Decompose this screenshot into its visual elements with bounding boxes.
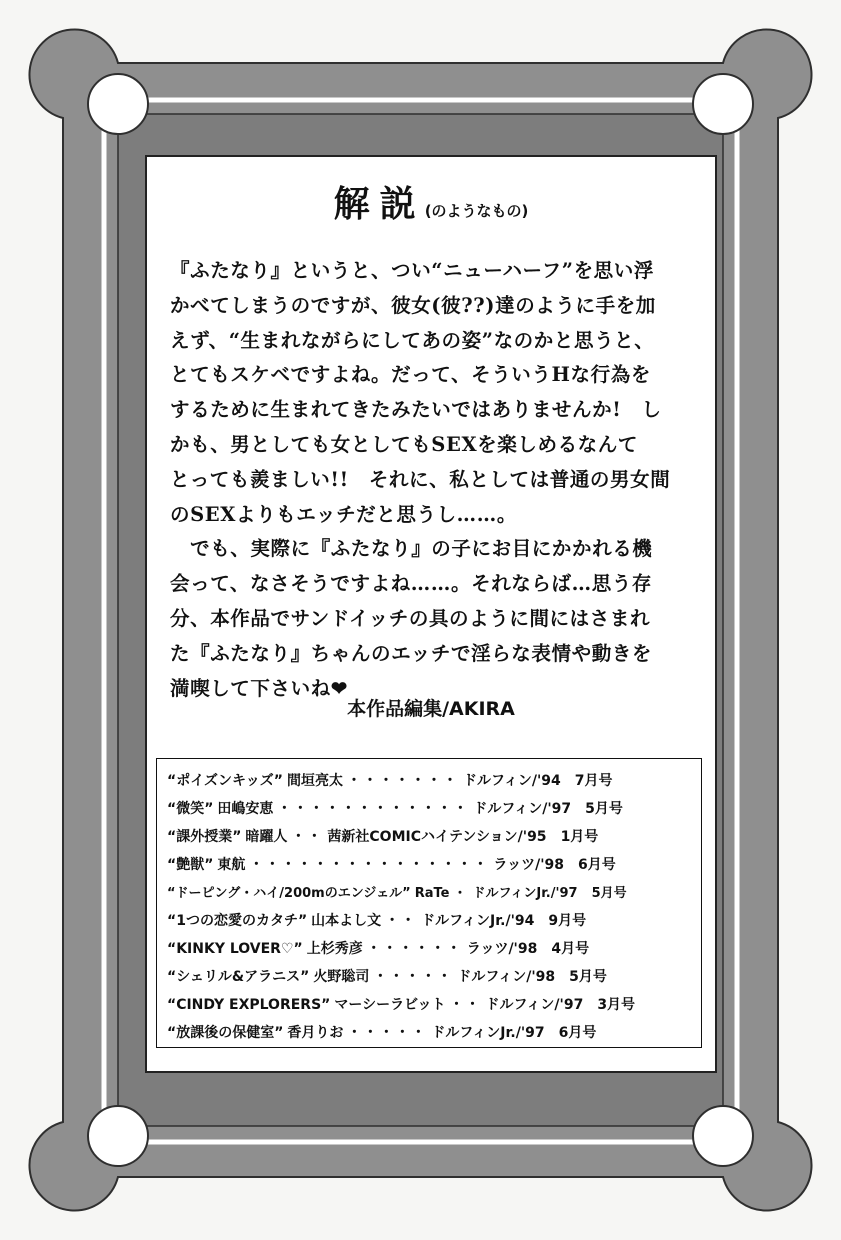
body-line: のSEXよりもエッチだと思うし……。 bbox=[170, 502, 517, 526]
body-line: 分、本作品でサンドイッチの具のように間にはさまれ bbox=[170, 606, 651, 630]
credit-issue: 6月号 bbox=[578, 857, 616, 873]
body-line: でも、実際に『ふたなり』の子にお目にかかれる機 bbox=[170, 537, 653, 561]
credit-issue: 7月号 bbox=[574, 773, 613, 789]
credit-title: “1つの恋愛のカタチ” bbox=[167, 913, 308, 929]
credit-author: 暗躍人 bbox=[245, 829, 288, 845]
credit-title: “シェリル&アラニス” bbox=[167, 969, 310, 985]
credit-author: 上杉秀彦 bbox=[306, 941, 363, 957]
credit-author: 田嶋安恵 bbox=[217, 801, 274, 817]
credit-row bbox=[167, 881, 627, 906]
credit-dots: ・・ bbox=[385, 913, 418, 929]
heart-icon: ❤ bbox=[330, 676, 348, 700]
content-panel bbox=[148, 158, 714, 1070]
heading-sub: (のようなもの) bbox=[424, 202, 529, 220]
credit-magazine: ドルフィン/'97 bbox=[485, 997, 584, 1013]
credit-title: “放課後の保健室” bbox=[167, 1025, 284, 1041]
credit-row bbox=[167, 769, 613, 794]
credit-magazine: ドルフィンJr./'94 bbox=[421, 913, 535, 929]
credit-issue: 9月号 bbox=[548, 913, 587, 929]
credit-title: “ドーピング・ハイ/200mのエンジェル” bbox=[167, 886, 411, 901]
body-line: とっても羨ましい!! それに、私としては普通の男女間 bbox=[170, 467, 671, 491]
corner-circle-tl bbox=[88, 74, 148, 134]
credit-dots: ・・ bbox=[291, 829, 324, 845]
credit-title: “微笑” bbox=[167, 801, 214, 817]
credit-author: 火野聡司 bbox=[313, 969, 370, 985]
credit-author: RaTe bbox=[414, 886, 450, 901]
credit-dots: ・・ bbox=[449, 997, 482, 1013]
credit-title: “CINDY EXPLORERS” bbox=[167, 997, 331, 1013]
credit-magazine: ドルフィン/'94 bbox=[462, 773, 561, 789]
commentary-text bbox=[170, 254, 706, 706]
credit-dots: ・ bbox=[453, 886, 469, 901]
credit-title: “KINKY LOVER♡” bbox=[167, 941, 303, 957]
credit-row bbox=[167, 965, 607, 990]
credits-box bbox=[156, 758, 702, 1048]
body-line: た『ふたなり』ちゃんのエッチで淫らな表情や動きを bbox=[170, 641, 653, 665]
body-line: かも、男としても女としてもSEXを楽しめるなんて bbox=[170, 432, 638, 456]
credit-dots: ・・・・・・・・・・・・ bbox=[277, 801, 470, 817]
body-line: とてもスケベですよね。だって、そういうHな行為を bbox=[170, 363, 651, 387]
credit-issue: 1月号 bbox=[560, 829, 599, 845]
credit-issue: 4月号 bbox=[551, 941, 590, 957]
credit-dots: ・・・・・ bbox=[347, 1025, 428, 1041]
credit-title: “課外授業” bbox=[167, 829, 242, 845]
credit-row bbox=[167, 1021, 596, 1046]
credit-magazine: 茜新社COMICハイテンション/'95 bbox=[327, 829, 547, 845]
credit-magazine: ドルフィンJr./'97 bbox=[431, 1025, 545, 1041]
credit-issue: 5月号 bbox=[569, 969, 607, 985]
credit-magazine: ラッツ/'98 bbox=[493, 857, 565, 873]
credit-title: “ポイズンキッズ” bbox=[167, 773, 283, 789]
credit-magazine: ドルフィン/'97 bbox=[473, 801, 572, 817]
credit-magazine: ラッツ/'98 bbox=[466, 941, 538, 957]
corner-circle-tr bbox=[693, 74, 753, 134]
editor-credit: 本作品編集/AKIRA bbox=[347, 698, 515, 720]
credit-row bbox=[167, 909, 586, 934]
credit-row bbox=[167, 797, 623, 822]
credit-issue: 5月号 bbox=[585, 801, 623, 817]
body-line: かべてしまうのですが、彼女(彼??)達のように手を加 bbox=[170, 293, 656, 317]
credit-dots: ・・・・・・・ bbox=[346, 773, 459, 789]
page-heading bbox=[148, 176, 714, 227]
credit-dots: ・・・・・・・・・・・・・・・ bbox=[249, 857, 490, 873]
credit-row bbox=[167, 853, 616, 878]
credit-row bbox=[167, 825, 598, 850]
heading-main: 解説 bbox=[333, 184, 426, 225]
body-line: 『ふたなり』というと、つい“ニューハーフ”を思い浮 bbox=[170, 259, 654, 282]
credit-magazine: ドルフィン/'98 bbox=[457, 969, 556, 985]
credit-author: マーシーラビット bbox=[334, 997, 446, 1013]
credit-title: “艶獣” bbox=[167, 857, 214, 873]
body-line: するために生まれてきたみたいではありませんか! し bbox=[170, 398, 662, 422]
body-line: 会って、なさそうですよね……。それならば…思う存 bbox=[170, 572, 653, 596]
corner-circle-br bbox=[693, 1106, 753, 1166]
credit-issue: 5月号 bbox=[591, 886, 627, 901]
credit-author: 間垣亮太 bbox=[286, 773, 343, 789]
credit-author: 山本よし文 bbox=[311, 913, 382, 929]
credit-dots: ・・・・・ bbox=[373, 969, 454, 985]
credit-row bbox=[167, 993, 635, 1018]
credit-issue: 6月号 bbox=[558, 1025, 597, 1041]
credit-magazine: ドルフィンJr./'97 bbox=[472, 886, 578, 901]
body-line-text: 満喫して下さいね bbox=[170, 676, 331, 700]
credit-author: 東航 bbox=[217, 857, 246, 873]
corner-circle-bl bbox=[88, 1106, 148, 1166]
credit-issue: 3月号 bbox=[597, 997, 636, 1013]
credit-row bbox=[167, 937, 589, 962]
body-line: えず、“生まれながらにしてあの姿”なのかと思うと、 bbox=[170, 328, 655, 352]
credit-dots: ・・・・・・ bbox=[366, 941, 463, 957]
credit-author: 香月りお bbox=[287, 1025, 344, 1041]
